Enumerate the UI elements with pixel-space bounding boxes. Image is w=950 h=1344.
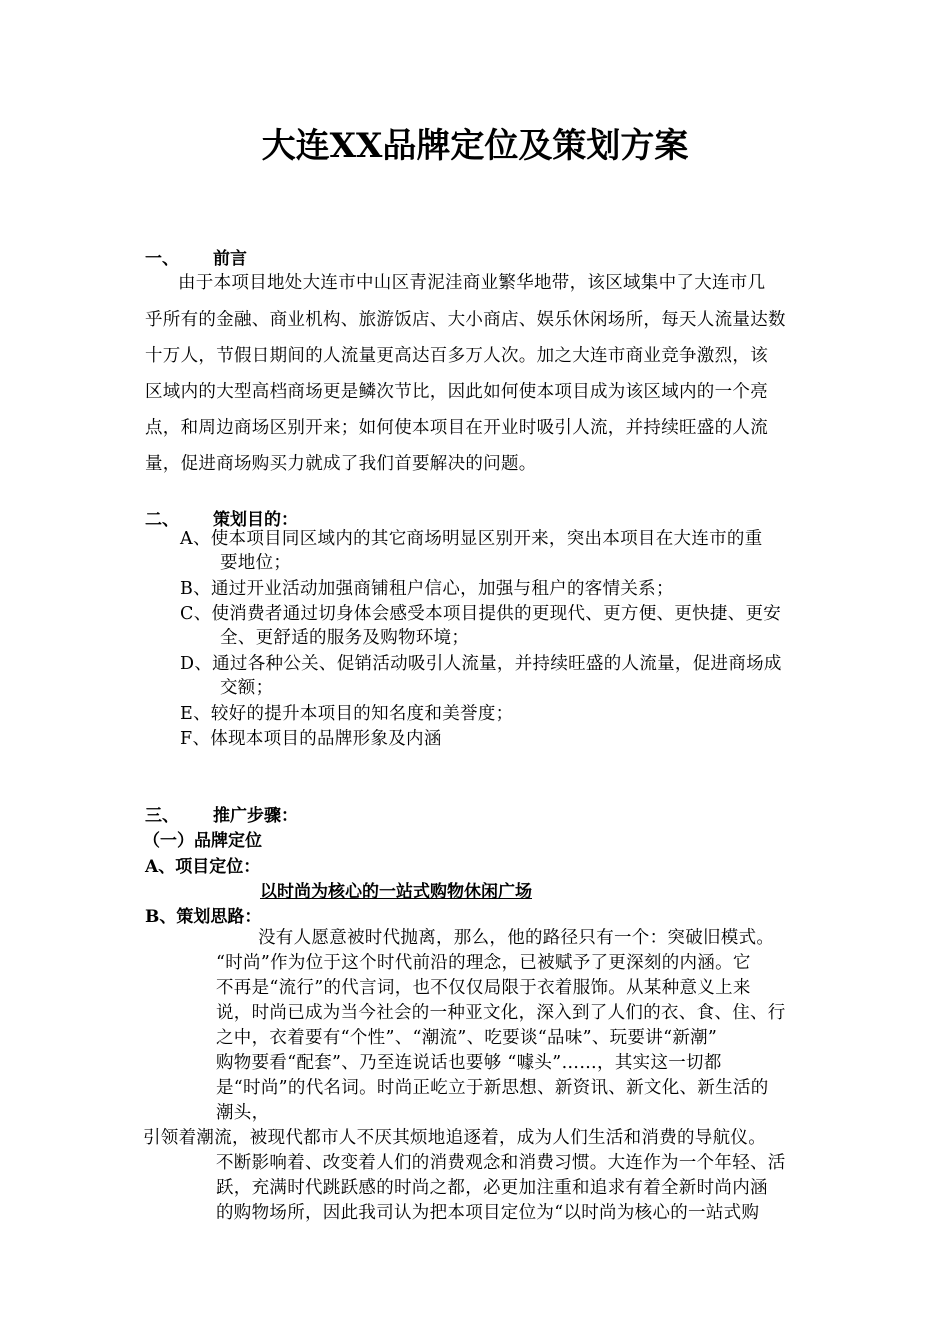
paragraph-line: 购物要看“配套”、乃至连说话也要够 “噱头”……，其实这一切都 (216, 1053, 722, 1073)
paragraph-line: 引领着潮流，被现代都市人不厌其烦地追逐着，成为人们生活和消费的导航仪。 (143, 1128, 766, 1148)
paragraph-line: 由于本项目地处大连市中山区青泥洼商业繁华地带，该区域集中了大连市几 (178, 273, 766, 293)
paragraph-line: 区域内的大型高档商场更是鳞次节比，因此如何使本项目成为该区域内的一个亮 (145, 382, 768, 402)
goal-item-a: A、使本项目同区域内的其它商场明显区别开来，突出本项目在大连市的重 (180, 529, 763, 549)
section-3-number: 三、 (145, 806, 179, 826)
section-1-heading (145, 244, 247, 269)
section-2-number: 二、 (145, 510, 179, 530)
paragraph-line: 不再是“流行”的代言词，也不仅仅局限于衣着服饰。从某种意义上来 (216, 978, 751, 998)
section-1-number: 一、 (145, 249, 179, 269)
paragraph-line: 乎所有的金融、商业机构、旅游饭店、大小商店、娱乐休闲场所，每天人流量达数 (145, 310, 786, 330)
goal-item-f: F、体现本项目的品牌形象及内涵 (180, 729, 442, 749)
section-1-title: 前言 (213, 249, 247, 269)
paragraph-line: 不断影响着、改变着人们的消费观念和消费习惯。大连作为一个年轻、活 (216, 1153, 786, 1173)
subsection-planning-approach: B、策划思路： (145, 907, 262, 927)
paragraph-line: 没有人愿意被时代抛离，那么，他的路径只有一个：突破旧模式。 (258, 928, 775, 948)
paragraph-line: 十万人，节假日期间的人流量更高达百多万人次。加之大连市商业竞争激烈，该 (145, 346, 768, 366)
paragraph-line: 是“时尚”的代名词。时尚正屹立于新思想、新资讯、新文化、新生活的 (216, 1078, 769, 1098)
paragraph-line: 量，促进商场购买力就成了我们首要解决的问题。 (145, 454, 537, 474)
paragraph-line: 之中，衣着要有“个性”、“潮流”、吃要谈“品味”、玩要讲“新潮” (216, 1028, 718, 1048)
goal-item-c-cont: 全、更舒适的服务及购物环境； (220, 628, 470, 648)
paragraph-line: 潮头， (216, 1103, 270, 1123)
positioning-statement: 以时尚为核心的一站式购物休闲广场 (260, 882, 532, 902)
paragraph-line: 的购物场所，因此我司认为把本项目定位为“以时尚为核心的一站式购 (216, 1203, 760, 1223)
paragraph-line: 点，和周边商场区别开来；如何使本项目在开业时吸引人流，并持续旺盛的人流 (145, 418, 768, 438)
goal-item-b: B、通过开业活动加强商铺租户信心，加强与租户的客情关系； (180, 579, 674, 599)
goal-item-d: D、通过各种公关、促销活动吸引人流量，并持续旺盛的人流量，促进商场成 (180, 654, 782, 674)
paragraph-line: 跃，充满时代跳跃感的时尚之都，必更加注重和追求有着全新时尚内涵 (216, 1178, 768, 1198)
section-2-title: 策划目的： (213, 510, 298, 530)
goal-item-c: C、使消费者通过切身体会感受本项目提供的更现代、更方便、更快捷、更安 (180, 604, 782, 624)
goal-item-a-cont: 要地位； (220, 553, 292, 573)
subsection-brand-positioning: （一）品牌定位 (143, 831, 262, 851)
section-3-title: 推广步骤： (213, 806, 298, 826)
paragraph-line: 说，时尚已成为当今社会的一种亚文化，深入到了人们的衣、食、住、行 (216, 1003, 786, 1023)
goal-item-e: E、较好的提升本项目的知名度和美誉度； (180, 704, 514, 724)
section-3-heading (145, 801, 298, 826)
goal-item-d-cont: 交额； (220, 678, 274, 698)
paragraph-line: “时尚”作为位于这个时代前沿的理念，已被赋予了更深刻的内涵。它 (216, 953, 751, 973)
subsection-project-positioning: A、项目定位： (145, 857, 261, 877)
document-title: 大连XX品牌定位及策划方案 (261, 126, 689, 166)
